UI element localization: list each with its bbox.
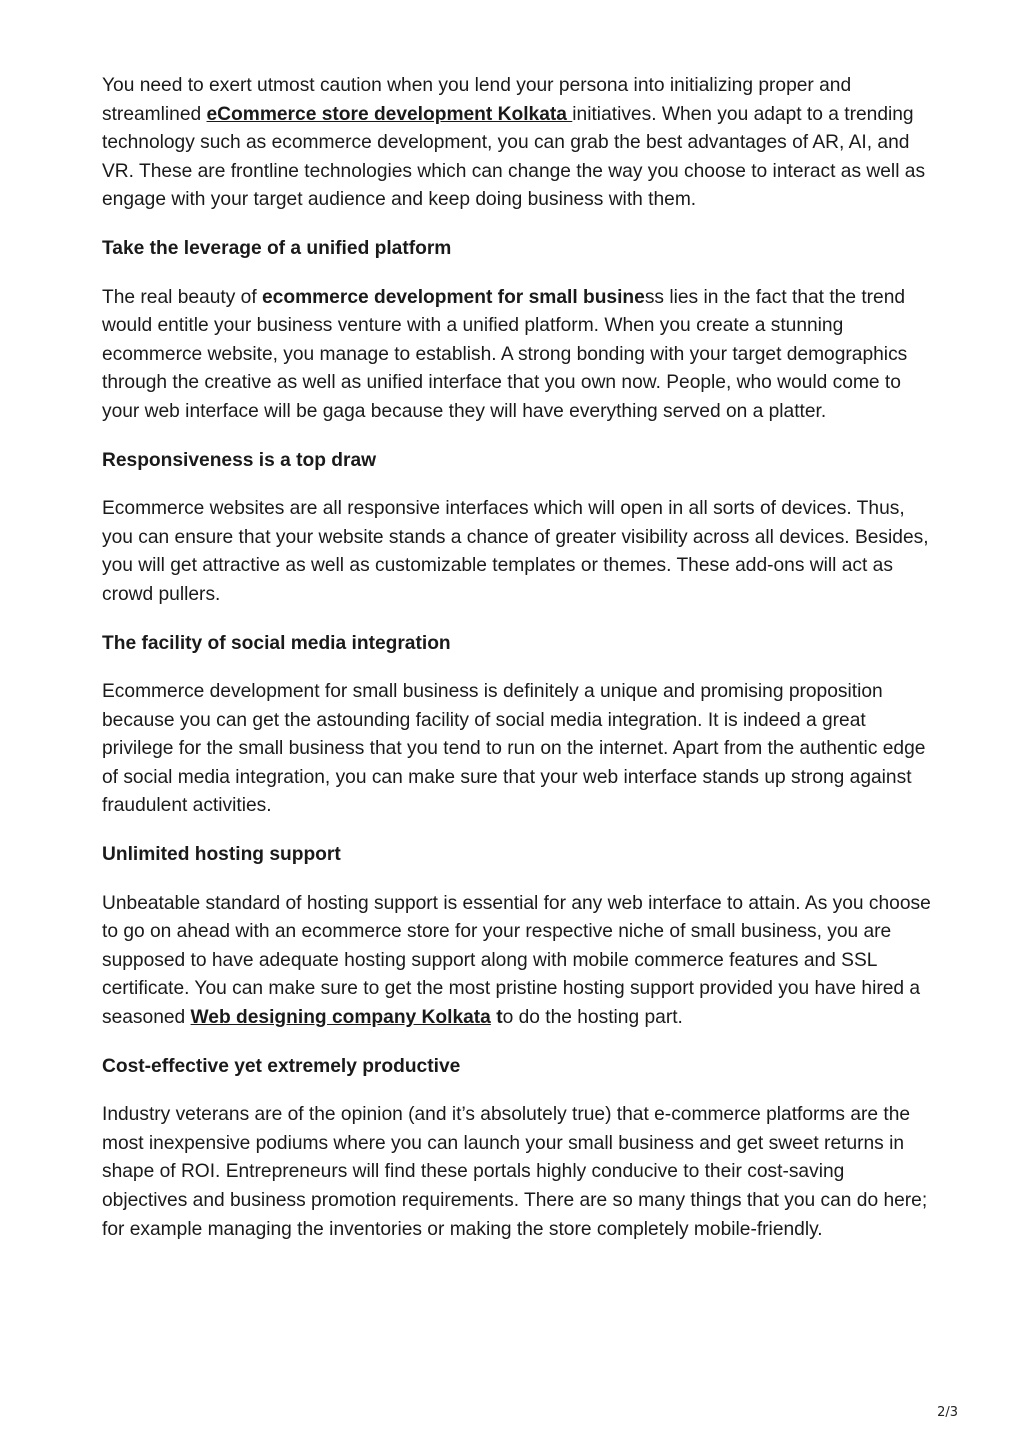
intro-paragraph (102, 72, 932, 215)
section-paragraph-unified-platform (102, 284, 932, 427)
paragraph-text-start: Unbeatable standard of hosting support is essential for any web interface to attain. As you choose to go on ahead with an ecommerce store for your respective niche of small business, you are supposed to have adequate hosting support along with mobile commerce features and SSL certificate. You can make sure to get the most pristine hosting support provided you have hired a seasoned (102, 892, 931, 1029)
ecommerce-store-development-link[interactable]: eCommerce store development Kolkata (206, 103, 573, 125)
section-heading-cost-effective: Cost-effective yet extremely productive (102, 1055, 461, 1077)
page-number: 2/3 (937, 1405, 958, 1420)
section-paragraph-responsiveness: Ecommerce websites are all responsive interfaces which will open in all sorts of devices. Thus, you can ensure that your website stands a chance of greater visibility across all devices. Besides, you will get attractive as well as customizable templates or themes. These add-ons will act as crowd pullers. (102, 498, 929, 605)
document-content (102, 72, 932, 1264)
paragraph-text-start: The real beauty of (102, 286, 262, 308)
intro-text-end: initiatives. When you adapt to a trending technology such as ecommerce development, you can grab the best advantages of AR, AI, and VR. These are frontline technologies which can change the way you choose to interact as well as engage with your target audience and keep doing business with them. (102, 103, 926, 211)
section-heading-responsiveness: Responsiveness is a top draw (102, 449, 377, 471)
section-heading-unified-platform: Take the leverage of a unified platform (102, 237, 452, 259)
section-paragraph-cost-effective: Industry veterans are of the opinion (and it’s absolutely true) that e-commerce platforms are the most inexpensive podiums where you can launch your small business and get sweet returns in shape of ROI. Entrepreneurs will find these portals highly conducive to their cost-saving objectives and business promotion requirements. There are so many things that you can do here; for example managing the inventories or making the store completely mobile-friendly. (102, 1104, 928, 1240)
bold-char: t (496, 1007, 503, 1029)
bold-phrase: ecommerce development for small busine (262, 286, 645, 308)
paragraph-text-end: o do the hosting part. (502, 1007, 683, 1029)
section-paragraph-social-media: Ecommerce development for small business is definitely a unique and promising proposition because you can get the astounding facility of social media integration. It is indeed a great privilege for the small business that you tend to run on the internet. Apart from the authentic edge of social media integration, you can make sure that your web interface stands up strong against fraudulent activities. (102, 681, 926, 817)
section-paragraph-hosting (102, 890, 932, 1033)
section-heading-hosting: Unlimited hosting support (102, 844, 341, 866)
web-designing-company-link[interactable]: Web designing company Kolkata (190, 1007, 491, 1029)
section-heading-social-media: The facility of social media integration (102, 632, 451, 654)
paragraph-text-end: ss lies in the fact that the trend would entitle your business venture with a unified platform. When you create a stunning ecommerce website, you manage to establish. A strong bonding with your target demographics through the creative as well as unified interface that you own now. People, who would come to your web interface will be gaga because they will have everything served on a platter. (102, 286, 908, 422)
intro-text-start: You need to exert utmost caution when you lend your persona into initializing proper and streamlined (102, 75, 852, 125)
